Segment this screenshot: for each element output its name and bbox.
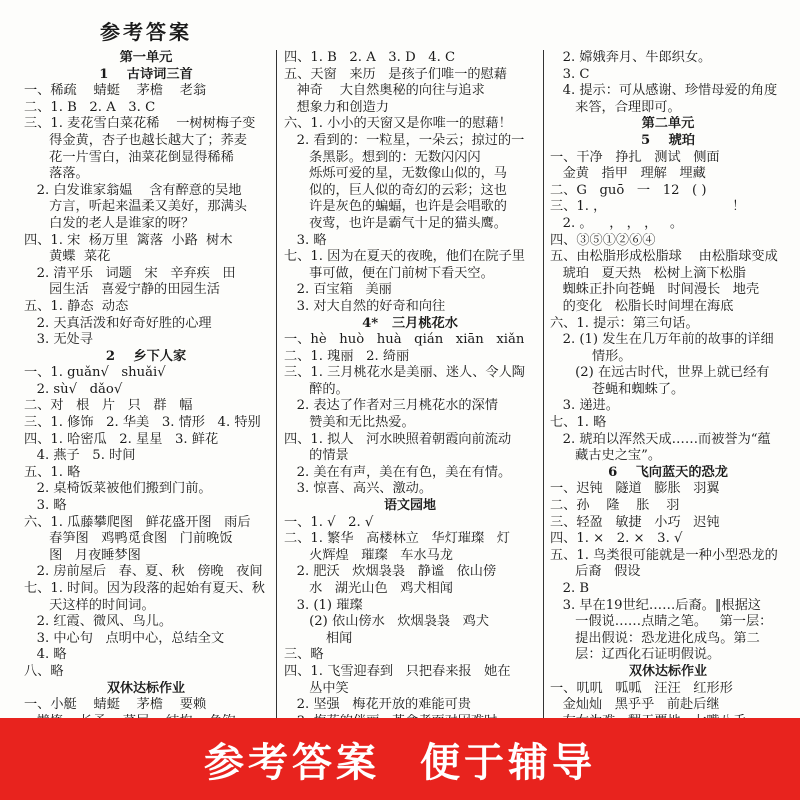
- answer-line: 条黑影。想到的：无数闪闪闪: [284, 149, 481, 165]
- answer-line: 想象力和创造力: [284, 99, 389, 115]
- answer-line: 的变化 松脂长时间埋在海底: [550, 298, 734, 314]
- answer-line: 情形。: [550, 348, 632, 364]
- answer-line: 赞美和无比热爱。: [284, 415, 415, 431]
- answer-line: 后裔 假设: [550, 564, 641, 580]
- answer-line: 3. 略: [284, 232, 327, 248]
- answer-line: 2. B: [550, 581, 590, 596]
- answer-column-2: [284, 50, 536, 730]
- column-divider: [276, 50, 277, 720]
- answer-line: 三、1. 修饰 2. 华美 3. 情形 4. 特别: [24, 415, 261, 431]
- answer-line: 水 湖光山色 鸡犬相闻: [284, 581, 453, 596]
- column-divider: [543, 50, 544, 720]
- answer-line: 二、1. 繁华 高楼林立 华灯璀璨 灯: [284, 531, 510, 547]
- answer-line: 3. 无处寻: [24, 332, 93, 348]
- answer-line: 四、1. 拟人 河水映照着朝霞向前流动: [284, 431, 512, 447]
- answer-line: 醉的。: [284, 381, 349, 397]
- answer-line: 2. 白发谁家翁媪 含有醉意的吴地: [24, 182, 242, 198]
- answer-line: 图 月夜睡梦图: [24, 547, 141, 563]
- answer-line: 四、1. 飞雪迎春到 只把春来报 她在: [284, 663, 511, 679]
- answer-line: 3. 略: [24, 498, 67, 514]
- section-heading: 双休达标作业: [106, 680, 185, 696]
- answer-line: 一、叽叽 呱呱 汪汪 红形形: [550, 680, 733, 696]
- answer-line: 2. 清平乐 词题 宋 辛弃疾 田: [24, 265, 236, 281]
- answer-line: 2. 。 ， ， ， 。: [550, 215, 684, 231]
- answer-line: 方言，听起来温柔又美好，那满头: [24, 199, 247, 215]
- answer-line: 火辉煌 璀璨 车水马龙: [284, 547, 453, 563]
- answer-line: 2. 嫦娥奔月、牛郎织女。: [550, 50, 712, 65]
- answer-line: 许是灰色的蝙蝠，也许是会唱歌的: [284, 199, 507, 215]
- answer-line: 丛中笑: [284, 680, 349, 696]
- unit-heading: 第二单元: [641, 116, 695, 132]
- answer-line: 七、1. 因为在夏天的夜晚，他们在院子里: [284, 249, 525, 265]
- answer-line: 金灿灿 黑乎乎 前赴后继: [550, 697, 720, 713]
- lesson-heading: 6 飞向蓝天的恐龙: [608, 464, 728, 480]
- answer-column-3: [550, 50, 786, 730]
- answer-line: 春笋图 鸡鸭觅食图 门前晚饭: [24, 531, 233, 547]
- answer-line: 3. C: [550, 66, 590, 82]
- answer-line: 一、稀疏 蜻蜓 茅檐 老翁: [24, 83, 207, 99]
- answer-line: 4. 提示：可从感谢、珍惜母爱的角度: [550, 83, 778, 99]
- answer-line: 六、1. 瓜藤攀爬图 鲜花盛开图 雨后: [24, 514, 251, 530]
- answer-line: 五、1. 略: [24, 464, 81, 480]
- answer-line: 六、1. 提示：第三句话。: [550, 315, 699, 331]
- lesson-heading: 1 古诗词三首: [99, 66, 193, 82]
- answer-line: 3. 对大自然的好奇和向往: [284, 298, 446, 314]
- answer-line: 2. 房前屋后 春、夏、秋 傍晚 夜间: [24, 564, 263, 580]
- answer-line: 夜莺，也许是霸气十足的猫头鹰。: [284, 215, 507, 231]
- answer-line: 三、1. 三月桃花水是美丽、迷人、令人陶: [284, 365, 525, 381]
- answer-line: 黄蝶 菜花: [24, 249, 111, 265]
- answer-line: 四、1. B 2. A 3. D 4. C: [284, 50, 456, 65]
- answer-line: 白发的老人是谁家的呀？: [24, 215, 195, 231]
- section-heading: 双休达标作业: [628, 663, 707, 679]
- answer-line: 五、由松脂形成松脂球 由松脂球变成: [550, 249, 778, 265]
- answer-line: 2. 美在有声，美在有色，美在有情。: [284, 464, 512, 480]
- answer-line: 四、③⑤①②⑥④: [550, 232, 656, 248]
- answer-line: 2. 红霞、微风、鸟儿。: [24, 614, 173, 630]
- answer-line: 三、略: [284, 647, 324, 663]
- answer-line: 2. 看到的：一粒星，一朵云；掠过的一: [284, 132, 525, 148]
- answer-line: 一、迟钝 隧道 膨胀 羽翼: [550, 481, 720, 497]
- answer-line: 3. (1) 璀璨: [284, 597, 363, 613]
- answer-line: 2. 肥沃 炊烟袅袅 静谧 依山傍: [284, 564, 497, 580]
- answer-line: 神奇 大自然奥秘的向往与追求: [284, 83, 485, 99]
- answer-line: 六、1. 小小的天窗又是你唯一的慰藉！: [284, 116, 512, 132]
- answer-column-1: [24, 50, 268, 730]
- answer-line: 二、对 根 片 只 群 幅: [24, 398, 193, 414]
- answer-line: 2. 天真活泼和好奇好胜的心理: [24, 315, 212, 331]
- answer-line: 2. 表达了作者对三月桃花水的深情: [284, 398, 498, 414]
- answer-line: 八、略: [24, 663, 64, 679]
- unit-heading: 第一单元: [119, 50, 173, 65]
- answer-line: 似的，巨人似的奇幻的云彩；这也: [284, 182, 507, 198]
- answer-line: 二、1. 瑰丽 2. 绮丽: [284, 348, 410, 364]
- answer-line: 天这样的时间词。: [24, 597, 155, 613]
- answer-line: 2. 桌椅饭菜被他们搬到门前。: [24, 481, 212, 497]
- page-title: 参考答案: [100, 20, 192, 44]
- lesson-heading: 2 乡下人家: [105, 348, 187, 364]
- answer-line: 相闻: [284, 630, 353, 646]
- answer-line: 烁烁可爱的星，无数像山似的，马: [284, 166, 507, 182]
- answer-line: 园生活 喜爱宁静的田园生活: [24, 282, 220, 298]
- lesson-heading: 4* 三月桃花水: [362, 315, 458, 331]
- answer-line: 2. (1) 发生在几万年前的故事的详细: [550, 332, 774, 348]
- answer-line: 四、1. 哈密瓜 2. 星星 3. 鲜花: [24, 431, 219, 447]
- answer-line: 3. 递进。: [550, 398, 619, 414]
- answer-line: 得金黄，杏子也越长越大了；荞麦: [24, 132, 247, 148]
- answer-line: 3. 中心句 点明中心，总结全文: [24, 630, 225, 646]
- answer-line: 一、1. √ 2. √: [284, 514, 374, 530]
- answer-line: 4. 略: [24, 647, 67, 663]
- answer-line: 一、小艇 蜻蜓 茅檐 要赖: [24, 697, 207, 713]
- answer-line: 事可做，便在门前树下看天空。: [284, 265, 494, 281]
- answer-line: 2. 百宝箱 美丽: [284, 282, 392, 298]
- answer-line: 3. 惊喜、高兴、激动。: [284, 481, 433, 497]
- answer-line: 五、天窗 来历 是孩子们唯一的慰藉: [284, 66, 507, 82]
- answer-line: 五、1. 静态 动态: [24, 298, 129, 314]
- answer-line: 三、1. ， ！: [550, 199, 746, 215]
- answer-line: 藏古史之宝”。: [550, 448, 662, 464]
- answer-line: 三、1. 麦花雪白菜花稀 一树树梅子变: [24, 116, 256, 132]
- promo-banner: [0, 718, 800, 800]
- answer-line: 四、1. 宋 杨万里 篱落 小路 树木: [24, 232, 233, 248]
- answer-line: 一、干净 挣扎 测试 侧面: [550, 149, 720, 165]
- answer-line: 苍蝇和蜘蛛了。: [550, 381, 685, 397]
- answer-line: (2) 依山傍水 炊烟袅袅 鸡犬: [284, 614, 490, 630]
- answer-line: 七、1. 略: [550, 415, 607, 431]
- answer-line: 2. 坚强 梅花开放的难能可贵: [284, 697, 471, 713]
- answer-line: 来答，合理即可。: [550, 99, 681, 115]
- answer-line: 4. 燕子 5. 时间: [24, 448, 136, 464]
- answer-line: 二、1. B 2. A 3. C: [24, 99, 156, 115]
- answer-line: 五、1. 鸟类很可能就是一种小型恐龙的: [550, 547, 778, 563]
- answer-line: 花一片雪白，油菜花倒显得稀稀: [24, 149, 234, 165]
- answer-line: 蜘蛛正扑向苍蝇 时间漫长 地壳: [550, 282, 760, 298]
- answer-line: 四、1. × 2. × 3. √: [550, 531, 683, 547]
- answer-line: 七、1. 时间。因为段落的起始有夏天、秋: [24, 581, 265, 596]
- answer-line: 一假说……点睛之笔。 第一层：: [550, 614, 773, 630]
- answer-line: (2) 在远古时代，世界上就已经有: [550, 365, 770, 381]
- answer-line: 一、1. guǎn√ shuǎi√: [24, 365, 166, 381]
- answer-line: 的情景: [284, 448, 349, 464]
- answer-line: 落落。: [24, 166, 89, 182]
- answer-line: 金黄 指甲 理解 埋藏: [550, 166, 706, 182]
- banner-right-text: 便于辅导: [420, 739, 596, 786]
- section-heading: 语文园地: [383, 498, 436, 514]
- answer-line: 层：辽西化石证明假说。: [550, 647, 721, 663]
- lesson-heading: 5 琥珀: [641, 132, 695, 148]
- answer-line: 3. 早在19世纪……后裔。‖根据这: [550, 597, 761, 613]
- answer-line: 2. sù√ dǎo√: [24, 381, 123, 397]
- answer-line: 2. 琥珀以浑然天成……而被誉为“蕴: [550, 431, 771, 447]
- banner-left-text: 参考答案: [204, 739, 380, 786]
- answer-line: 二、孙 隆 胀 羽: [550, 498, 680, 514]
- answer-line: 琥珀 夏天热 松树上滴下松脂: [550, 265, 746, 281]
- answer-line: 三、轻盈 敏捷 小巧 迟钝: [550, 514, 720, 530]
- answer-line: 一、hè huò huà qián xiān xiǎn: [284, 332, 525, 348]
- answer-line: 提出假说：恐龙进化成鸟。第二: [550, 630, 760, 646]
- answer-line: 二、G guō 一 12 ( ): [550, 182, 707, 198]
